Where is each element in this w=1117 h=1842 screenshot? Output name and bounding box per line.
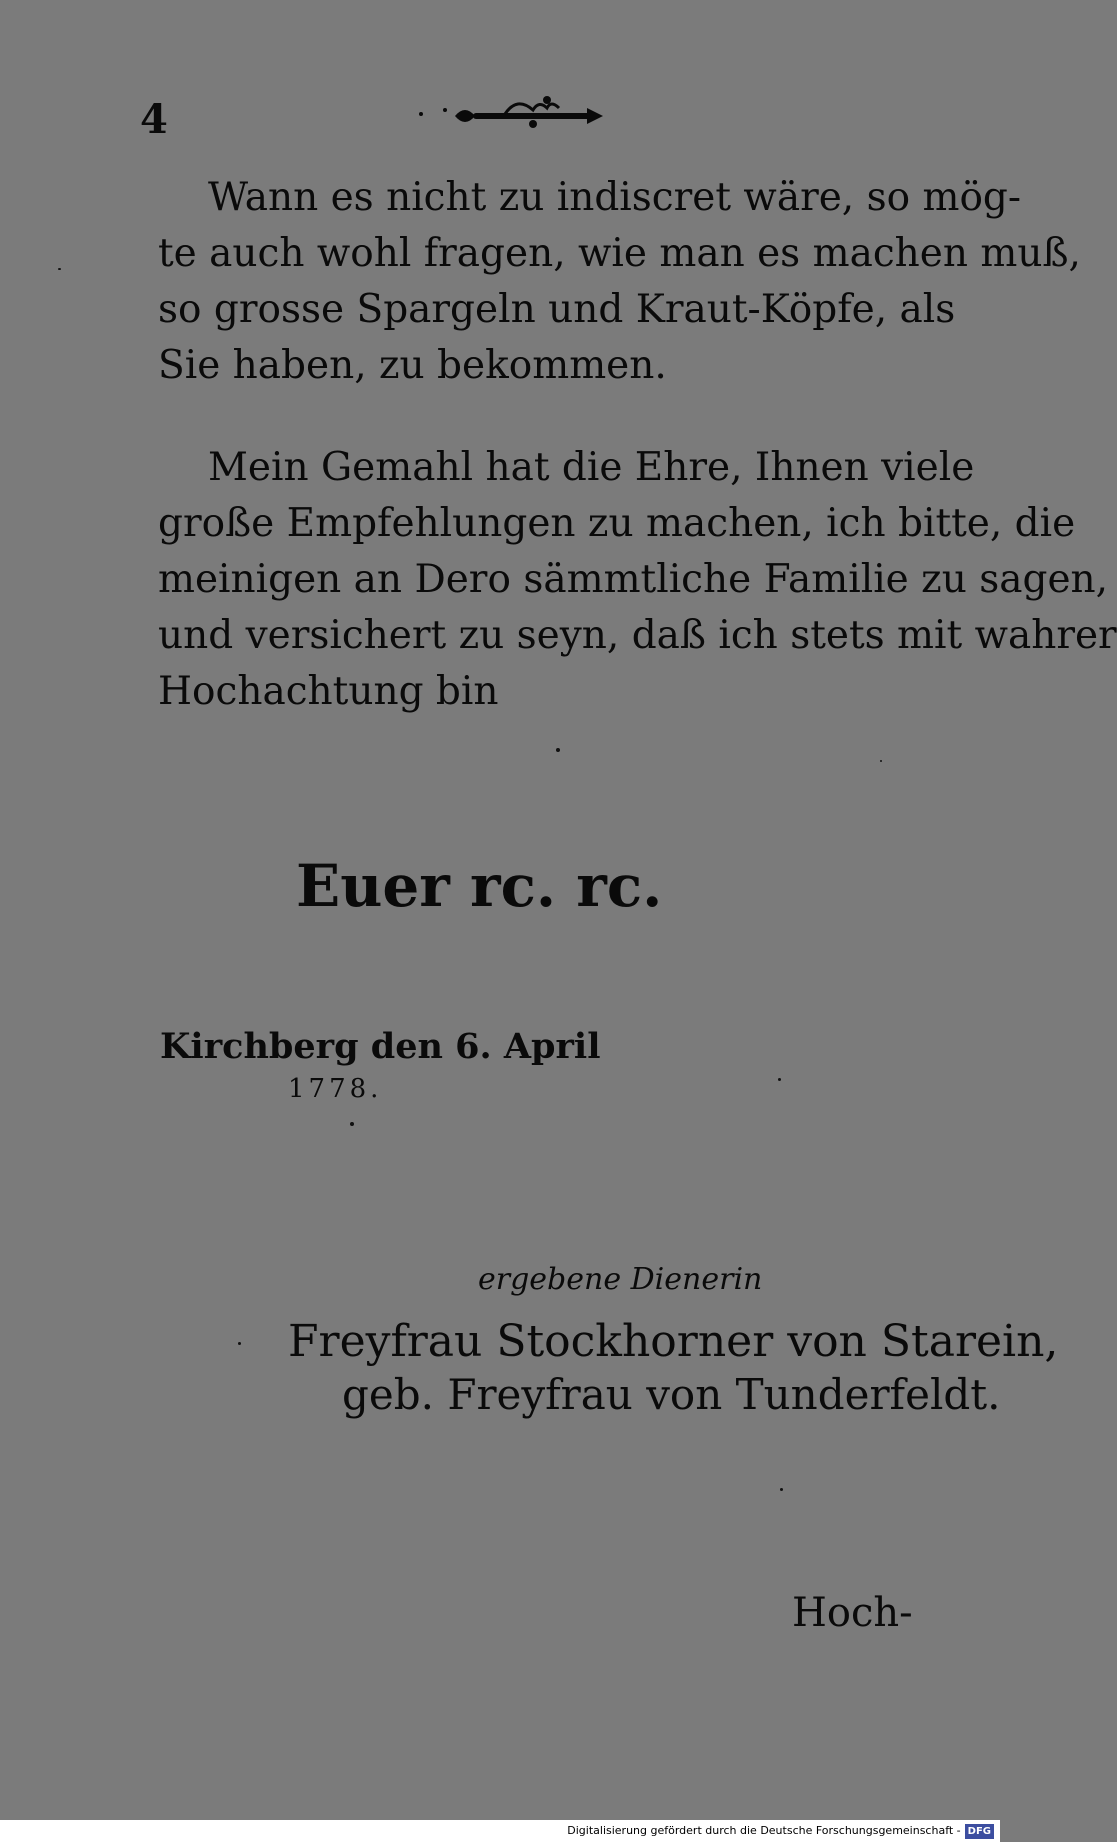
scan-speck <box>778 1078 781 1081</box>
body-line: Mein Gemahl hat die Ehre, Ihnen viele <box>208 445 975 490</box>
ornament-icon <box>415 92 625 142</box>
scan-speck <box>880 760 882 762</box>
scan-speck <box>556 748 560 752</box>
scan-speck <box>238 1342 241 1345</box>
body-line: Wann es nicht zu indiscret wäre, so mög- <box>208 175 1022 220</box>
body-line: Sie haben, zu bekommen. <box>158 343 667 388</box>
signature-line: Freyfrau Stockhorner von Starein, <box>288 1316 1059 1367</box>
footer-text: Digitalisierung gefördert durch die Deutsche Forschungsgemeinschaft - <box>567 1824 961 1837</box>
body-line: te auch wohl fragen, wie man es machen muß, <box>158 231 1081 276</box>
year: 1778. <box>288 1074 383 1104</box>
scan-speck <box>58 268 61 270</box>
scan-speck <box>780 1488 783 1491</box>
body-line: und versichert zu seyn, daß ich stets mit wahrer <box>158 613 1117 658</box>
body-line: Hochachtung bin <box>158 669 499 714</box>
closing-formula: ergebene Dienerin <box>478 1262 763 1297</box>
body-line: so grosse Spargeln und Kraut-Köpfe, als <box>158 287 956 332</box>
page-number: 4 <box>140 96 168 143</box>
scan-speck <box>350 1122 354 1126</box>
body-line: große Empfehlungen zu machen, ich bitte, die <box>158 501 1076 546</box>
place-date: Kirchberg den 6. April <box>160 1026 601 1067</box>
body-line: meinigen an Dero sämmtliche Familie zu sagen, <box>158 557 1109 602</box>
catchword: Hoch- <box>792 1590 913 1636</box>
greeting: Euer rc. rc. <box>296 852 663 920</box>
dfg-logo: DFG <box>965 1824 994 1839</box>
signature-line: geb. Freyfrau von Tunderfeldt. <box>342 1370 1001 1419</box>
footer-bar <box>0 1820 1000 1842</box>
